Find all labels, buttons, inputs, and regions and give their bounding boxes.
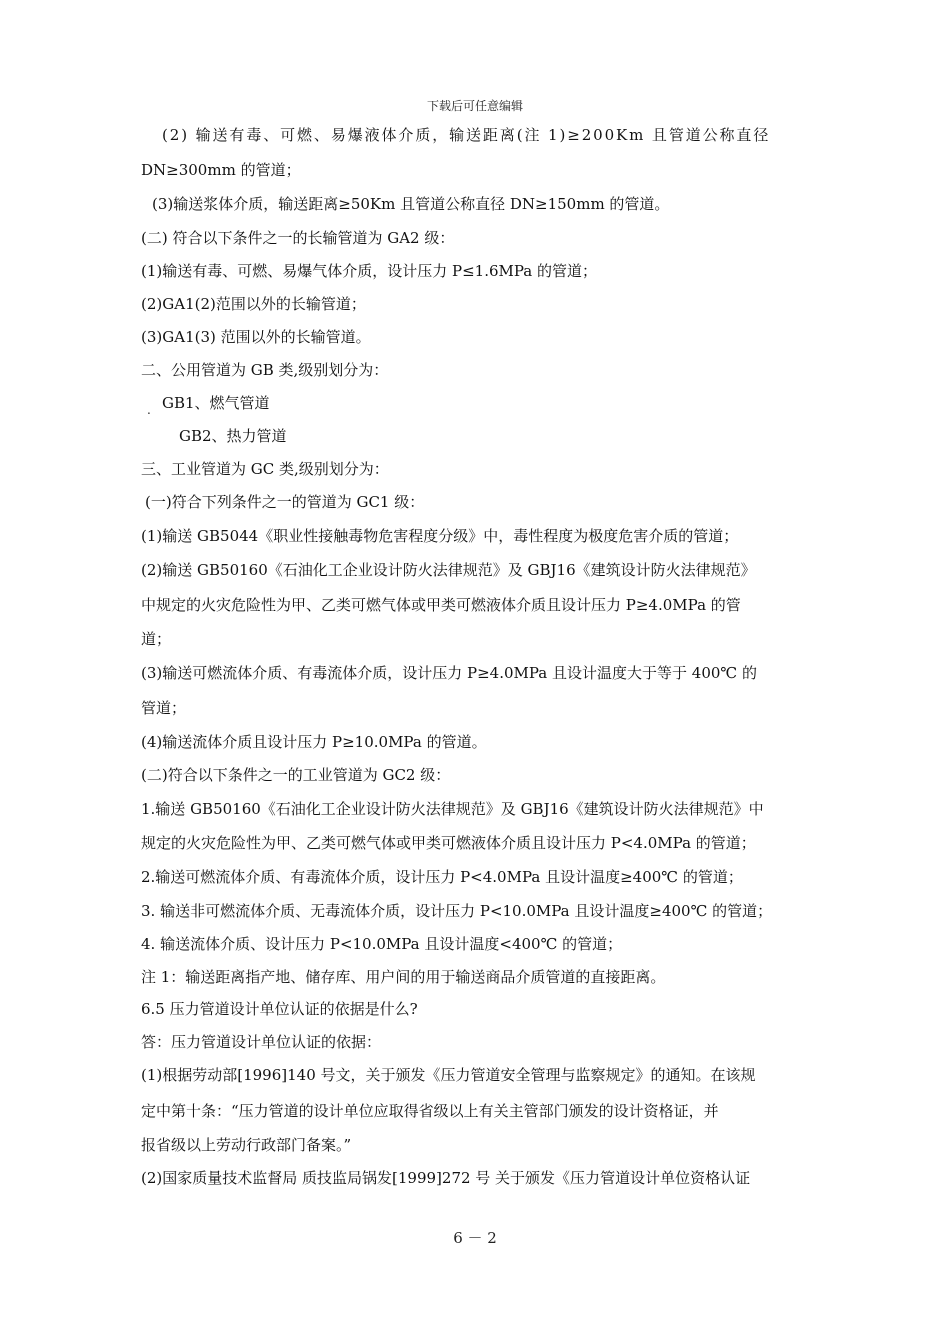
text-line: (二) 符合以下条件之一的长输管道为 GA2 级： [141, 229, 455, 247]
text-line: 定中第十条：“压力管道的设计单位应取得省级以上有关主管部门颁发的设计资格证，并 [141, 1102, 719, 1120]
text-line: (1)输送 GB5044《职业性接触毒物危害程度分级》中，毒性程度为极度危害介质的管道； [141, 527, 739, 545]
text-line: (2) 输送有毒、可燃、易爆液体介质，输送距离(注 1)≥200Km 且管道公称直径 [162, 126, 771, 144]
text-line: 二、公用管道为 GB 类,级别划分为： [141, 361, 389, 379]
text-line: 中规定的火灾危险性为甲、乙类可燃气体或甲类可燃液体介质且设计压力 P≥4.0MPa 的管 [141, 596, 741, 614]
text-line: (3)输送可燃流体介质、有毒流体介质，设计压力 P≥4.0MPa 且设计温度大于等于 400℃ 的 [141, 664, 757, 682]
text-line: (3)GA1(3) 范围以外的长输管道。 [141, 328, 371, 346]
text-line: 答：压力管道设计单位认证的依据： [141, 1033, 382, 1051]
text-line: (2)GA1(2)范围以外的长输管道； [141, 295, 366, 313]
text-line: 道； [141, 630, 172, 648]
text-line: (4)输送流体介质且设计压力 P≥10.0MPa 的管道。 [141, 733, 487, 751]
text-line: (二)符合以下条件之一的工业管道为 GC2 级： [141, 766, 451, 784]
text-line: (一)符合下列条件之一的管道为 GC1 级： [145, 493, 425, 511]
text-line: 4. 输送流体介质、设计压力 P<10.0MPa 且设计温度<400℃ 的管道； [141, 935, 623, 953]
text-line: 管道； [141, 699, 187, 717]
text-line: (1)输送有毒、可燃、易爆气体介质，设计压力 P≤1.6MPa 的管道； [141, 262, 598, 280]
text-line: 3. 输送非可燃流体介质、无毒流体介质，设计压力 P<10.0MPa 且设计温度≥400℃ 的管道； [141, 902, 773, 920]
text-line: (3)输送浆体介质，输送距离≥50Km 且管道公称直径 DN≥150mm 的管道。 [152, 195, 670, 213]
page-header: 下载后可任意编辑 [426, 99, 523, 113]
text-line: (1)根据劳动部[1996]140 号文，关于颁发《压力管道安全管理与监察规定》的通知。在该规 [141, 1066, 756, 1084]
text-line: (2)国家质量技术监督局 质技监局锅发[1999]272 号 关于颁发《压力管道设计单位资格认证 [141, 1169, 751, 1187]
text-line: 三、工业管道为 GC 类,级别划分为： [141, 460, 389, 478]
text-line: (2)输送 GB50160《石油化工企业设计防火法律规范》及 GBJ16《建筑设计防火法律规范》 [141, 561, 756, 579]
page-number: 6 － 2 [453, 1229, 497, 1247]
text-line: 2.输送可燃流体介质、有毒流体介质，设计压力 P<4.0MPa 且设计温度≥400℃ 的管道； [141, 868, 743, 886]
text-line: DN≥300mm 的管道； [141, 161, 301, 179]
text-line: GB1、燃气管道 [162, 394, 270, 412]
text-line: 6.5 压力管道设计单位认证的依据是什么? [141, 1000, 418, 1018]
text-line: 1.输送 GB50160《石油化工企业设计防火法律规范》及 GBJ16《建筑设计防火法律规范》中 [141, 800, 764, 818]
text-line: 注 1：输送距离指产地、储存库、用户间的用于输送商品介质管道的直接距离。 [141, 968, 666, 986]
text-line: 规定的火灾危险性为甲、乙类可燃气体或甲类可燃液体介质且设计压力 P<4.0MPa 的管道； [141, 834, 756, 852]
text-line: 报省级以上劳动行政部门备案。” [141, 1136, 352, 1154]
bullet-mark: . [147, 403, 151, 417]
text-line: GB2、热力管道 [179, 427, 287, 445]
